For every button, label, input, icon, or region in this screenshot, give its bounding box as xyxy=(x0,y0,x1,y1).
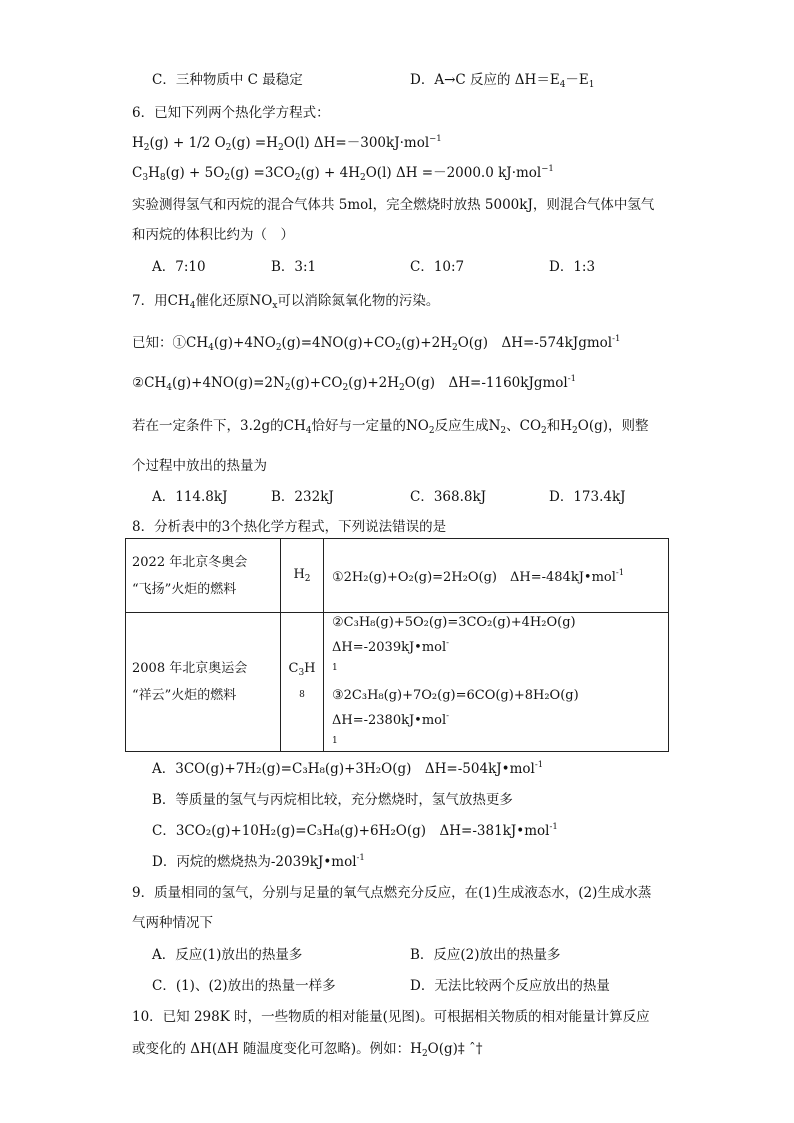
q6-option-c: C．10:7 xyxy=(410,259,465,275)
q9-option-c: C．(1)、(2)放出的热量一样多 xyxy=(152,978,336,994)
q7-text-line-2: 个过程中放出的热量为 xyxy=(132,458,267,474)
table-cell-equation xyxy=(324,613,669,752)
q9-option-a: A．反应(1)放出的热量多 xyxy=(152,947,303,963)
equation-2-wrap: 1 xyxy=(332,663,338,673)
equation-3-wrap: 1 xyxy=(332,736,338,746)
q8-option-b: B．等质量的氢气与丙烷相比较，充分燃烧时，氢气放热更多 xyxy=(152,792,513,808)
q8-stem: 8．分析表中的3个热化学方程式，下列说法错误的是 xyxy=(132,519,447,535)
q5-option-c: C．三种物质中 C 最稳定 xyxy=(152,72,303,88)
q6-equation-2: $C_3H_8(g) + 5O_2(g) =3CO_2(g) + 4H_2O(l)$ ΔH =－2000.0 kJ·mol$^{-1}$ xyxy=(132,164,554,183)
table-cell-fuel: $C_3H$ 8 xyxy=(281,613,324,752)
event-label-line-2: “飞扬”火炬的燃料 xyxy=(132,581,237,597)
q10-stem-line-1: 10．已知 298K 时，一些物质的相对能量(见图)。可根据相关物质的相对能量计算反应 xyxy=(132,1009,650,1025)
q8-option-a: A．3CO(g)+7H₂(g)=C₃H₈(g)+3H₂O(g) ΔH=-504kJ•mol$^{-1}$ xyxy=(152,760,544,777)
q7-option-b: B．232kJ xyxy=(271,489,334,505)
q8-data-table xyxy=(125,538,669,752)
q9-option-b: B．反应(2)放出的热量多 xyxy=(410,947,561,963)
table-cell-event xyxy=(126,539,281,613)
table-cell-equation: ①2H₂(g)+O₂(g)=2H₂O(g) ΔH=-484kJ•mol$^{-1}$ xyxy=(324,539,669,613)
q8-option-c: C．3CO₂(g)+10H₂(g)=C₃H₈(g)+6H₂O(g) ΔH=-381kJ•mol$^{-1}$ xyxy=(152,822,558,839)
q7-option-c: C．368.8kJ xyxy=(410,489,487,505)
table-cell-event xyxy=(126,613,281,752)
q7-known-equation-2: $②CH_4(g)+4NO(g)=2N_2(g)+CO_2(g)+2H_2O(g)$ ΔH=-1160kJgmol$^{-1}$ xyxy=(132,374,577,393)
event-label-line-1: 2022 年北京冬奥会 xyxy=(132,554,248,570)
q5-option-d: D．A→C 反应的 $\Delta H=E_4-E_1$ xyxy=(410,72,595,90)
equation-3: ③2C₃H₈(g)+7O₂(g)=6CO(g)+8H₂O(g) ΔH=-2380kJ•mol- xyxy=(332,688,592,728)
event-label-line-2: “祥云”火炬的燃料 xyxy=(132,688,237,703)
q6-equation-1: $H_2(g) + 1/2$ $O_2(g) =H_2O(l)$ ΔH=－300kJ·mol$^{-1}$ xyxy=(132,134,442,153)
q7-stem: 7．用$CH_4$催化还原$NO_x$可以消除氮氧化物的污染。 xyxy=(132,293,440,311)
q6-option-d: D．1:3 xyxy=(549,259,596,275)
q6-stem: 6．已知下列两个热化学方程式： xyxy=(132,105,330,121)
q6-text-line-1: 实验测得氢气和丙烷的混合气体共 5mol，完全燃烧时放热 5000kJ，则混合气体中氢气 xyxy=(132,197,655,213)
q7-known-equation-1: 已知：$①CH_4(g)+4NO_2(g)=4NO(g)+CO_2(g)+2H_2O(g)$ ΔH=-574kJgmol$^{-1}$ xyxy=(132,334,621,353)
table-cell-fuel: $H_2$ xyxy=(281,539,324,613)
table-row xyxy=(126,613,669,752)
event-label-line-1: 2008 年北京奥运会 xyxy=(132,661,248,676)
q9-option-d: D．无法比较两个反应放出的热量 xyxy=(410,978,610,994)
q7-option-d: D．173.4kJ xyxy=(549,489,626,505)
q7-text-line-1: 若在一定条件下，3.2g的$CH_4$恰好与一定量的$NO_2$反应生成$N_2$、$CO_2$和$H_2O(g)$，则整 xyxy=(132,418,649,436)
q6-option-a: A．7:10 xyxy=(152,259,206,275)
q9-stem-line-1: 9．质量相同的氢气，分别与足量的氧气点燃充分反应，在(1)生成液态水，(2)生成水蒸 xyxy=(132,885,652,901)
q6-option-b: B．3:1 xyxy=(271,259,317,275)
table-row xyxy=(126,539,669,613)
q7-option-a: A．114.8kJ xyxy=(152,489,228,505)
q9-stem-line-2: 气两种情况下 xyxy=(132,915,213,931)
q8-option-d: D．丙烷的燃烧热为-2039kJ•mol$^{-1}$ xyxy=(152,853,365,870)
equation-2: ②C₃H₈(g)+5O₂(g)=3CO₂(g)+4H₂O(g) ΔH=-2039kJ•mol- xyxy=(332,615,589,655)
q6-text-line-2: 和丙烷的体积比约为（ ） xyxy=(132,227,294,243)
q10-stem-line-2: 或变化的 ΔH(ΔH 随温度变化可忽略)。例如：$H_2O(g)\ddagger$ ˆ† xyxy=(132,1041,483,1059)
